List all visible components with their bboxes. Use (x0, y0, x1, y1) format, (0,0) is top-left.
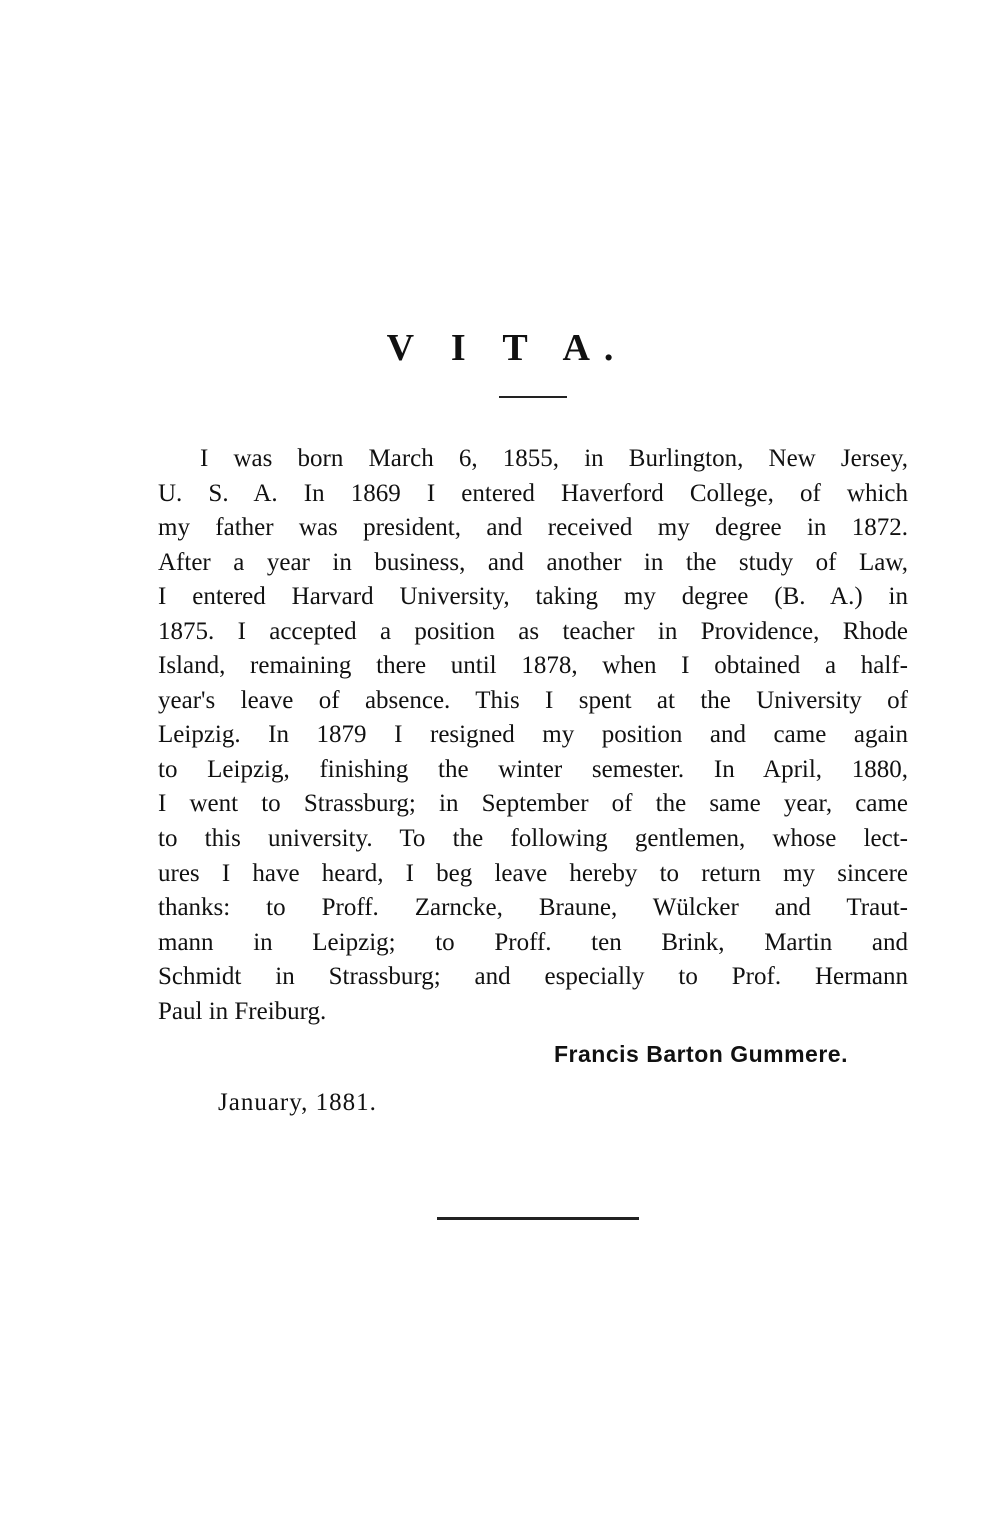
paragraph-line: my father was president, and received my degree in 1872. (158, 514, 908, 542)
paragraph-line: I was born March 6, 1855, in Burlington, New Jersey, (200, 445, 908, 472)
paragraph-line: Island, remaining there until 1878, when I obtained a half- (158, 652, 908, 680)
paragraph-line: After a year in business, and another in the study of Law, (158, 548, 908, 576)
paragraph-line: year's leave of absence. This I spent at the University of (158, 686, 908, 714)
paragraph-line: to this university. To the following gentlemen, whose lect- (158, 825, 908, 853)
paragraph-line: 1875. I accepted a position as teacher in Providence, Rhode (158, 617, 908, 645)
paragraph-line: I went to Strassburg; in September of the same year, came (158, 790, 908, 818)
paragraph-line: to Leipzig, finishing the winter semester. In April, 1880, (158, 755, 908, 783)
paragraph-line: mann in Leipzig; to Proff. ten Brink, Martin and (158, 928, 908, 956)
paragraph-line: thanks: to Proff. Zarncke, Braune, Wülcker and Traut- (158, 894, 908, 922)
paragraph-line: ures I have heard, I beg leave hereby to return my sincere (158, 859, 908, 887)
title-divider (499, 396, 567, 398)
author-signature: Francis Barton Gummere. (554, 1041, 848, 1067)
end-divider (437, 1217, 639, 1220)
paragraph-line: Schmidt in Strassburg; and especially to Prof. Hermann (158, 963, 908, 991)
page-title: V I T A. (386, 327, 628, 369)
paragraph-line: I entered Harvard University, taking my degree (B. A.) in (158, 583, 908, 611)
document-date: January, 1881. (218, 1089, 377, 1116)
paragraph-line: U. S. A. In 1869 I entered Haverford College, of which (158, 479, 908, 507)
paragraph-line: Leipzig. In 1879 I resigned my position and came again (158, 721, 908, 749)
paragraph-line: Paul in Freiburg. (158, 997, 327, 1025)
vita-paragraph (158, 442, 908, 1029)
